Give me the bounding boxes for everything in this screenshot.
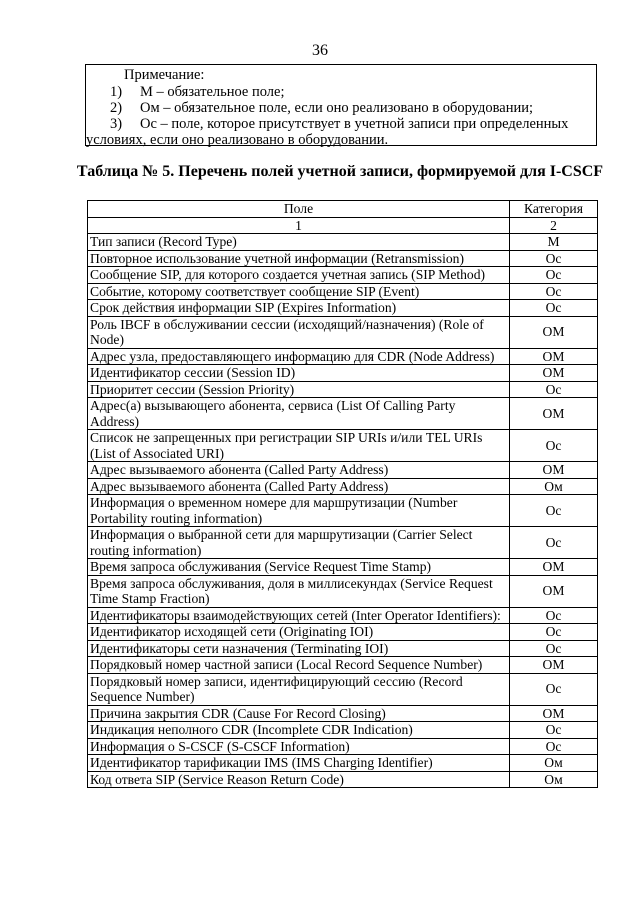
table-row: [88, 722, 598, 739]
field-cell: Индикация неполного CDR (Incomplete CDR Indication): [88, 722, 510, 739]
table-row: [88, 657, 598, 674]
category-cell: OM: [510, 348, 598, 365]
category-cell: Oc: [510, 527, 598, 559]
table-row: [88, 365, 598, 382]
table-header-row: [88, 201, 598, 218]
category-cell: Ом: [510, 771, 598, 788]
category-cell: Oc: [510, 283, 598, 300]
table-row: [88, 771, 598, 788]
field-cell: Событие, которому соответствует сообщение SIP (Event): [88, 283, 510, 300]
note-item-number: 3): [110, 116, 123, 132]
column-number-1: 1: [88, 217, 510, 234]
table-row: [88, 624, 598, 641]
header-field: Поле: [88, 201, 510, 218]
field-cell: Адрес(а) вызывающего абонента, сервиса (List Of Calling Party Address): [88, 398, 510, 430]
field-cell: Идентификатор исходящей сети (Originating IOI): [88, 624, 510, 641]
column-number-2: 2: [510, 217, 598, 234]
field-cell: Порядковый номер записи, идентифицирующий сессию (Record Sequence Number): [88, 673, 510, 705]
field-cell: Время запроса обслуживания, доля в миллисекундах (Service Request Time Stamp Fraction): [88, 575, 510, 607]
category-cell: OM: [510, 462, 598, 479]
table-row: [88, 478, 598, 495]
field-cell: Причина закрытия CDR (Cause For Record Closing): [88, 705, 510, 722]
table-row: [88, 495, 598, 527]
field-cell: Список не запрещенных при регистрации SIP URIs и/или TEL URIs (List of Associated URI): [88, 430, 510, 462]
category-cell: Oc: [510, 495, 598, 527]
field-cell: Приоритет сессии (Session Priority): [88, 381, 510, 398]
table-row: [88, 283, 598, 300]
category-cell: Oc: [510, 640, 598, 657]
note-item-number: 1): [110, 84, 123, 100]
category-cell: Ос: [510, 738, 598, 755]
page-number: 36: [312, 42, 328, 59]
category-cell: Oc: [510, 430, 598, 462]
table-row: [88, 430, 598, 462]
field-cell: Время запроса обслуживания (Service Request Time Stamp): [88, 559, 510, 576]
category-cell: OM: [510, 705, 598, 722]
note-item-text: Ос – поле, которое присутствует в учетной записи при определенных: [140, 116, 569, 132]
category-cell: OM: [510, 365, 598, 382]
table-row: [88, 607, 598, 624]
category-cell: Ом: [510, 478, 598, 495]
table-row: [88, 462, 598, 479]
field-cell: Сообщение SIP, для которого создается учетная запись (SIP Method): [88, 267, 510, 284]
fields-table: [87, 200, 598, 788]
field-cell: Информация о выбранной сети для маршрутизации (Carrier Select routing information): [88, 527, 510, 559]
table-row: [88, 705, 598, 722]
note-title: Примечание:: [124, 67, 205, 83]
note-item-3: [110, 116, 568, 133]
category-cell: OM: [510, 657, 598, 674]
category-cell: OM: [510, 316, 598, 348]
category-cell: М: [510, 234, 598, 251]
table-row: [88, 250, 598, 267]
field-cell: Идентификатор сессии (Session ID): [88, 365, 510, 382]
field-cell: Идентификаторы сети назначения (Terminating IOI): [88, 640, 510, 657]
table-row: [88, 559, 598, 576]
table-row: [88, 738, 598, 755]
category-cell: Oc: [510, 673, 598, 705]
table-number-row: [88, 217, 598, 234]
table-row: [88, 640, 598, 657]
field-cell: Адрес вызываемого абонента (Called Party Address): [88, 478, 510, 495]
table-row: [88, 527, 598, 559]
note-item-text: М – обязательное поле;: [140, 84, 285, 100]
category-cell: Oc: [510, 624, 598, 641]
field-cell: Информация о S-CSCF (S-CSCF Information): [88, 738, 510, 755]
category-cell: OM: [510, 559, 598, 576]
category-cell: Oc: [510, 300, 598, 317]
table-row: [88, 234, 598, 251]
note-box: [85, 64, 597, 146]
field-cell: Срок действия информации SIP (Expires Information): [88, 300, 510, 317]
table-row: [88, 348, 598, 365]
table-row: [88, 300, 598, 317]
header-category: Категория: [510, 201, 598, 218]
category-cell: OM: [510, 575, 598, 607]
field-cell: Идентификатор тарификации IMS (IMS Charging Identifier): [88, 755, 510, 772]
note-item-number: 2): [110, 100, 123, 116]
note-item-text: Ом – обязательное поле, если оно реализовано в оборудовании;: [140, 100, 534, 116]
category-cell: Oc: [510, 250, 598, 267]
category-cell: Oc: [510, 722, 598, 739]
table-row: [88, 755, 598, 772]
note-item-2: [110, 100, 533, 117]
note-continuation: условиях, если оно реализовано в оборудовании.: [86, 132, 389, 148]
field-cell: Порядковый номер частной записи (Local Record Sequence Number): [88, 657, 510, 674]
note-item-1: [110, 84, 285, 101]
table-row: [88, 673, 598, 705]
category-cell: Oc: [510, 381, 598, 398]
table-row: [88, 316, 598, 348]
field-cell: Информация о временном номере для маршрутизации (Number Portability routing information): [88, 495, 510, 527]
category-cell: Oc: [510, 607, 598, 624]
table-row: [88, 381, 598, 398]
field-cell: Адрес вызываемого абонента (Called Party Address): [88, 462, 510, 479]
category-cell: Ом: [510, 755, 598, 772]
category-cell: OM: [510, 398, 598, 430]
field-cell: Повторное использование учетной информации (Retransmission): [88, 250, 510, 267]
table-title: Таблица № 5. Перечень полей учетной записи, формируемой для I-CSCF: [76, 163, 604, 180]
field-cell: Адрес узла, предоставляющего информацию для CDR (Node Address): [88, 348, 510, 365]
table-row: [88, 267, 598, 284]
field-cell: Тип записи (Record Type): [88, 234, 510, 251]
field-cell: Код ответа SIP (Service Reason Return Code): [88, 771, 510, 788]
table-row: [88, 398, 598, 430]
field-cell: Роль IBCF в обслуживании сессии (исходящий/назначения) (Role of Node): [88, 316, 510, 348]
table-row: [88, 575, 598, 607]
category-cell: Oc: [510, 267, 598, 284]
field-cell: Идентификаторы взаимодействующих сетей (Inter Operator Identifiers):: [88, 607, 510, 624]
